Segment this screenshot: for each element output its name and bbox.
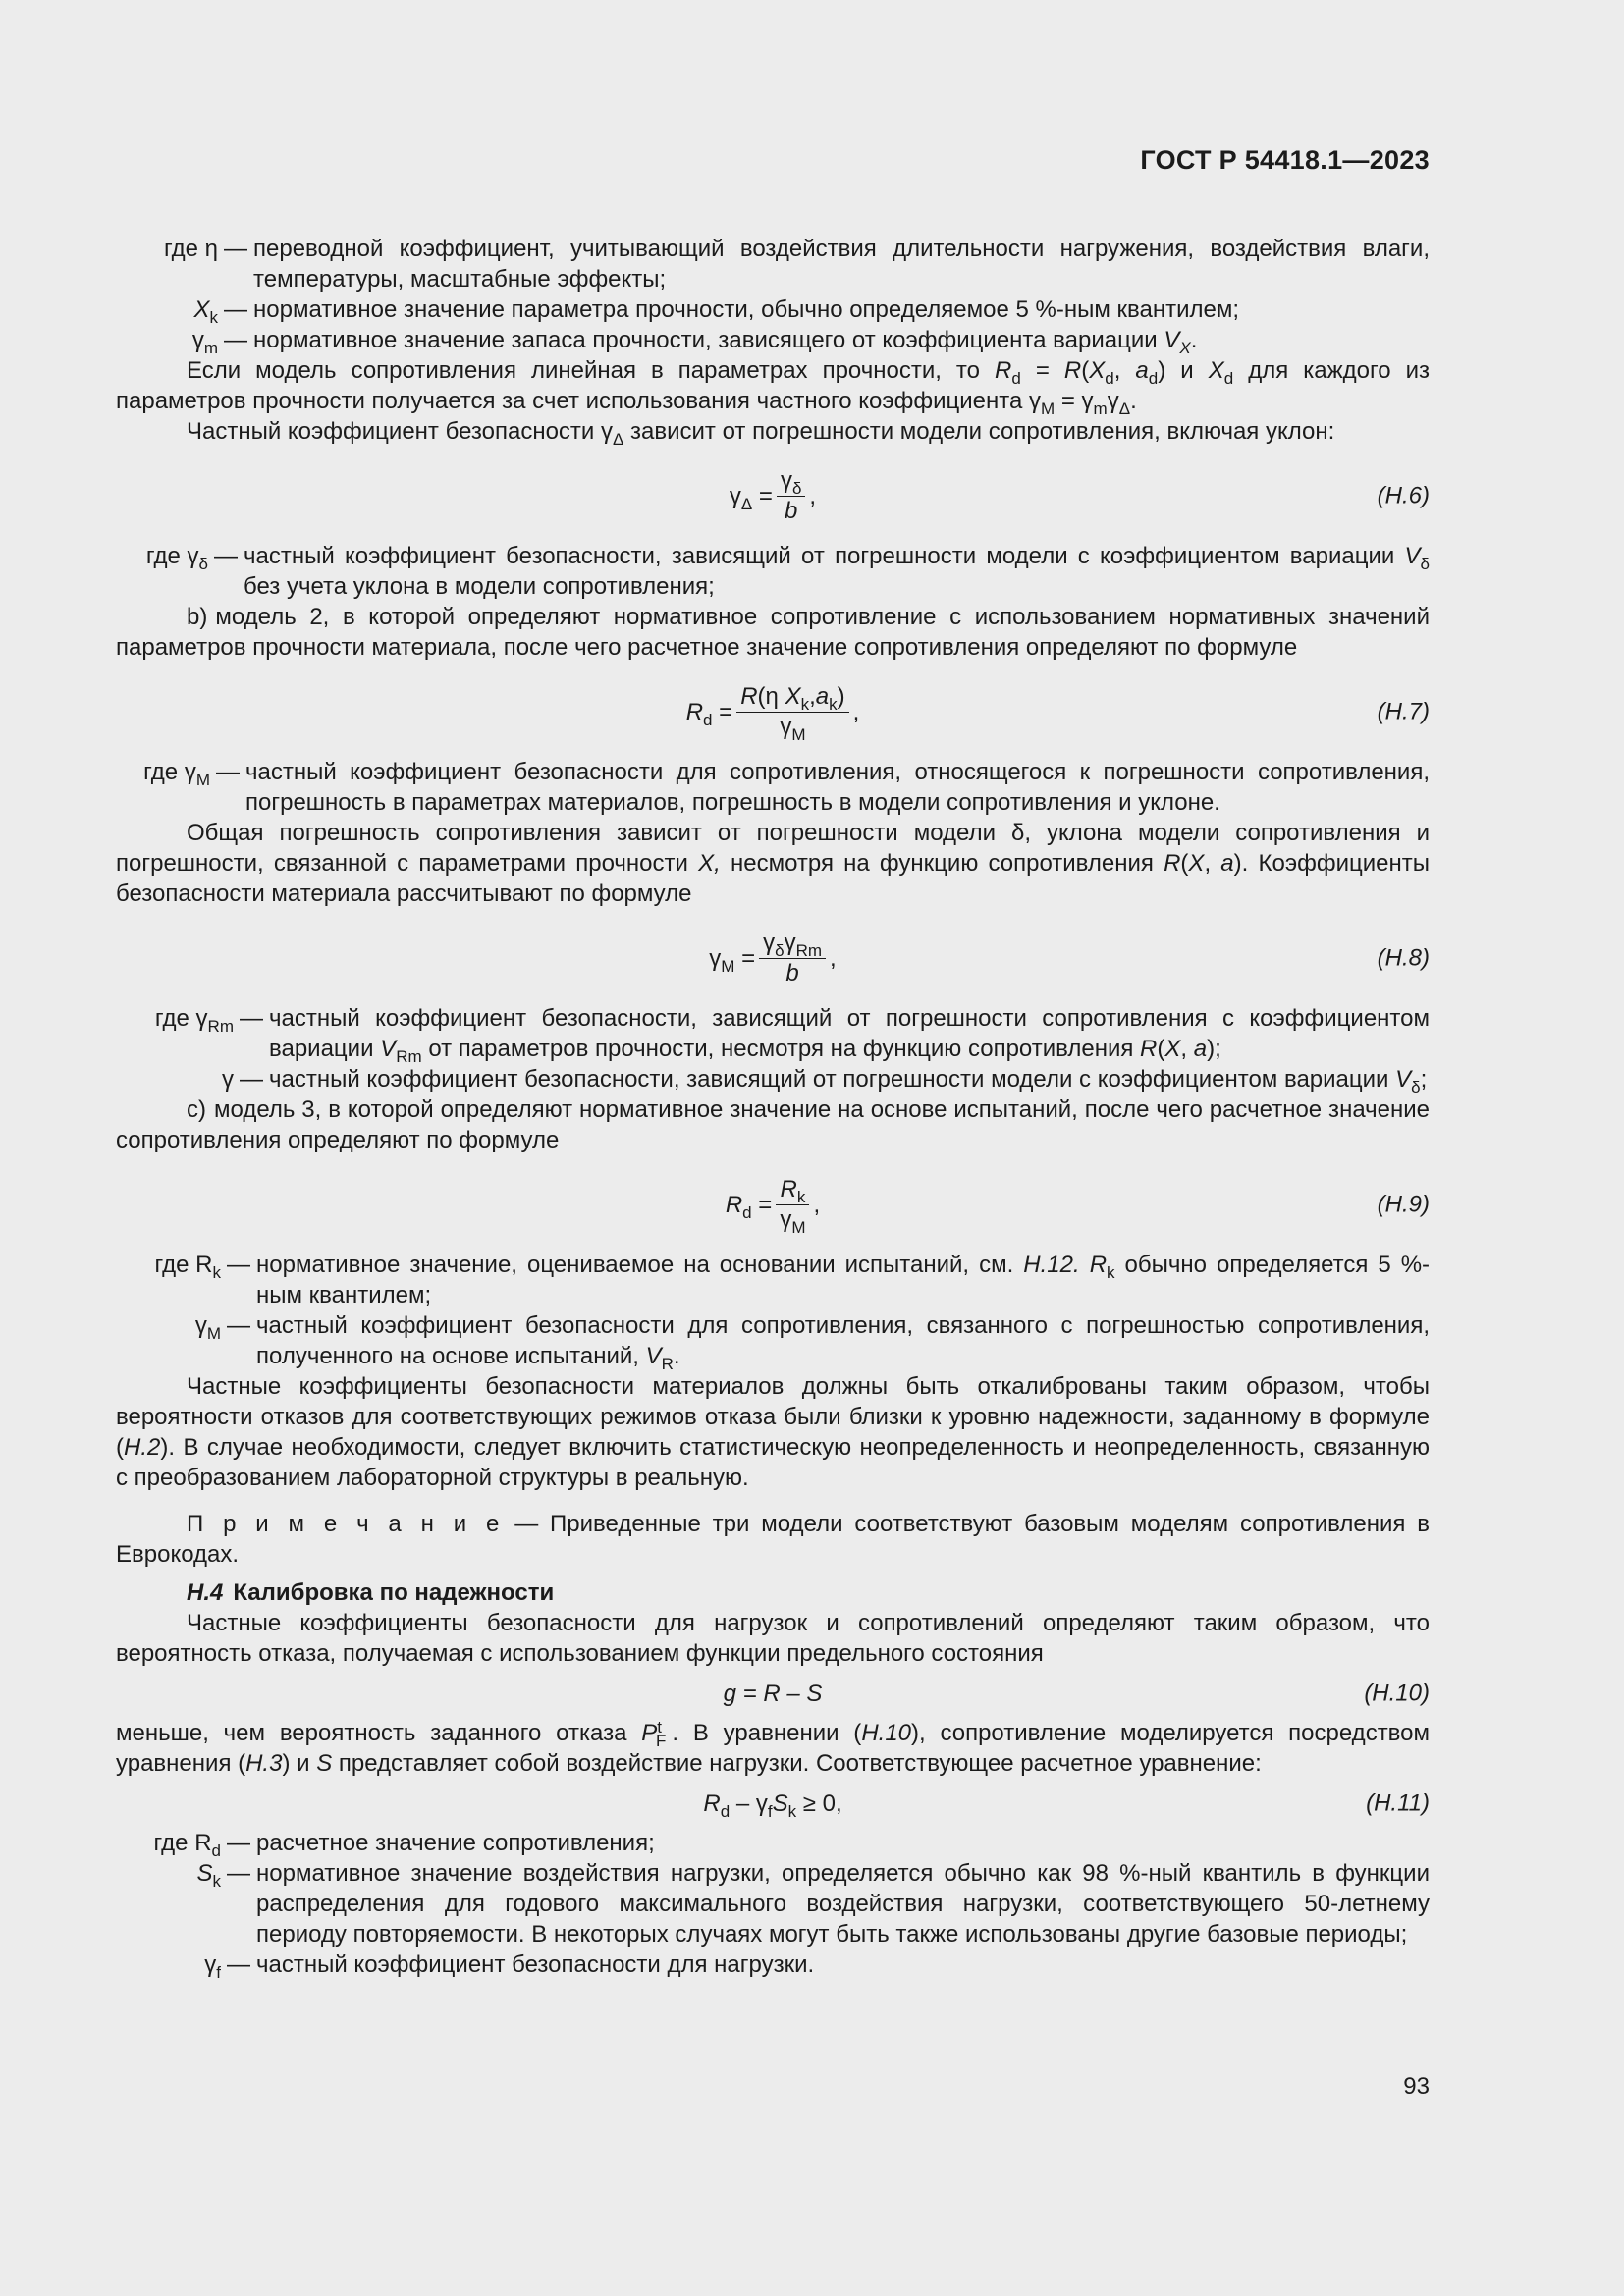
formula-h8: $\gamma_M$ = $\frac{\gamma_\delta\gamma_{Rm}}{b}$ , (H.8): [709, 929, 1430, 987]
definition-text: расчетное значение сопротивления;: [256, 1830, 655, 1856]
formula-number: (H.8): [1377, 944, 1430, 972]
paragraph-gamma-delta: Частный коэффициент безопасности $\gamma_\Delta$ зависит от погрешности модели сопротивления, включая уклон:: [187, 418, 1335, 449]
definition-term: $X_k$: [193, 296, 218, 327]
definition-xk: $X_k$ — нормативное значение параметра прочности, обычно определяемое 5 %-ным квантилем;: [116, 294, 1430, 325]
formula-h9: $R_d$ = $\frac{R_k}{\gamma_M}$ , (H.9): [725, 1175, 1430, 1237]
formula-number: (H.7): [1377, 698, 1430, 725]
section-heading: [187, 1577, 1430, 1608]
definition-rk: где $R_k$ — нормативное значение, оцениваемое на основании испытаний, см. H.12. $R_k$ обычно определяется 5 %-ным квантилем;: [116, 1250, 1430, 1310]
definition-term: $\gamma_M$: [194, 1312, 221, 1343]
note-label: П р и м е ч а н и е: [187, 1511, 504, 1537]
definition-text: нормативное значение воздействия нагрузки, определяется обычно как 98 %-ный квантиль в функции распределения для годового максимального воздействия нагрузки, соответствующего 50-летнему периоду повторяемости. В некоторых случаях могут быть также использованы другие базовые периоды;: [256, 1860, 1430, 1948]
definition-gamma-M-tests: $\gamma_M$ — частный коэффициент безопасности для сопротивления, связанного с погрешностью сопротивления, полученного на основе испытаний, $V_R$.: [116, 1310, 1430, 1371]
formula-number: (H.6): [1377, 482, 1430, 509]
definition-text: переводной коэффициент, учитывающий воздействия длительности нагружения, воздействия влаги, температуры, масштабные эффекты;: [253, 236, 1430, 293]
definition-gamma-M: где $\gamma_M$ — частный коэффициент безопасности для сопротивления, относящегося к погрешности сопротивления, погрешность в параметрах материалов, погрешность в модели сопротивления и уклоне.: [116, 757, 1430, 818]
paragraph-probability: меньше, чем вероятность заданного отказа $P_{tF}$ . В уравнении (H.10), сопротивление моделируется посредством уравнения (H.3) и S представляет собой воздействие нагрузки. Соответствующее расчетное уравнение:: [116, 1717, 1431, 1777]
definition-term: γ: [222, 1066, 234, 1093]
definition-text: нормативное значение запаса прочности, зависящего от коэффициента вариации $V_X$.: [253, 327, 1198, 357]
formula-h11: $R_d - \gamma_fS_k \ge 0$, (H.11): [703, 1789, 1430, 1821]
definition-term: $\gamma_m$: [191, 327, 218, 357]
page-body: [116, 234, 1430, 1980]
definition-gamma-f: $\gamma_f$ — частный коэффициент безопасности для нагрузки.: [116, 1949, 1430, 1980]
definition-text: частный коэффициент безопасности для нагрузки.: [256, 1951, 815, 1978]
page-number: 93: [1403, 2073, 1430, 2100]
definition-gamma-m: $\gamma_m$ — нормативное значение запаса прочности, зависящего от коэффициента вариации $V_X$.: [116, 325, 1430, 355]
definition-term: где $\gamma_\delta$: [145, 543, 208, 573]
definition-rd: где $R_d$ — расчетное значение сопротивления;: [116, 1828, 1430, 1858]
definition-term: $\gamma_f$: [204, 1951, 221, 1982]
definition-term: где η: [163, 236, 218, 262]
section-title: Калибровка по надежности: [233, 1579, 555, 1606]
definition-gamma-rm: где $\gamma_{Rm}$ — частный коэффициент безопасности, зависящий от погрешности сопротивления с коэффициентом вариации $V_{Rm}$ от параметров прочности, несмотря на функцию сопротивления R(X, a);: [116, 1003, 1430, 1064]
note: [116, 1509, 1430, 1570]
formula-h6: $\gamma_\Delta$ = $\frac{\gamma_\delta}{b}$ , (H.6): [729, 466, 1430, 524]
definition-text: частный коэффициент безопасности, зависящий от погрешности модели с коэффициентом вариации $V_\delta$;: [269, 1066, 1428, 1096]
paragraph-calibration: Частные коэффициенты безопасности материалов должны быть откалиброваны таким образом, чтобы вероятности отказов для соответствующих режимов отказа были близки к уровню надежности, заданному в формуле (H.2). В случае необходимости, следует включить статистическую неопределенность и неопределенность, связанную с преобразованием лабораторной структуры в реальную.: [116, 1373, 1430, 1491]
definition-text: нормативное значение, оцениваемое на основании испытаний, см. H.12. $R_k$ обычно определяется 5 %-ным квантилем;: [256, 1252, 1431, 1308]
formula-number: (H.9): [1377, 1191, 1430, 1218]
definition-text: частный коэффициент безопасности для сопротивления, связанного с погрешностью сопротивления, полученного на основе испытаний, $V_R$.: [256, 1312, 1430, 1373]
definition-term: где $R_d$: [153, 1830, 221, 1860]
definition-eta: где η — переводной коэффициент, учитывающий воздействия длительности нагружения, воздействия влаги, температуры, масштабные эффекты;: [116, 234, 1430, 294]
definition-sk: $S_k$ — нормативное значение воздействия нагрузки, определяется обычно как 98 %-ный квантиль в функции распределения для годового максимального воздействия нагрузки, соответствующего 50-летнему периоду повторяемости. В некоторых случаях могут быть также использованы другие базовые периоды;: [116, 1858, 1430, 1949]
list-item-b: b) модель 2, в которой определяют нормативное сопротивление с использованием нормативных значений параметров прочности материала, после чего расчетное значение сопротивления определяют по формуле: [116, 604, 1430, 661]
formula-number: (H.10): [1364, 1680, 1430, 1707]
note-text: — Приведенные три модели соответствуют базовым моделям сопротивления в Еврокодах.: [116, 1511, 1430, 1568]
definition-text: частный коэффициент безопасности для сопротивления, относящегося к погрешности сопротивления, погрешность в параметрах материалов, погрешность в модели сопротивления и уклоне.: [245, 759, 1430, 816]
definition-gamma: γ — частный коэффициент безопасности, зависящий от погрешности модели с коэффициентом вариации $V_\delta$;: [116, 1064, 1430, 1095]
definition-text: частный коэффициент безопасности, зависящий от погрешности сопротивления с коэффициентом вариации $V_{Rm}$ от параметров прочности, несмотря на функцию сопротивления R(X, a);: [269, 1005, 1430, 1066]
definition-term: $S_k$: [196, 1860, 221, 1891]
definition-term: где $\gamma_M$: [143, 759, 210, 789]
list-item-c: c) модель 3, в которой определяют нормативное значение на основе испытаний, после чего расчетное значение сопротивления определяют по формуле: [116, 1096, 1430, 1153]
definition-gamma-delta: где $\gamma_\delta$ — частный коэффициент безопасности, зависящий от погрешности модели с коэффициентом вариации $V_\delta$ без учета уклона в модели сопротивления;: [116, 541, 1430, 602]
formula-h10: g = R – S (H.10): [723, 1680, 1430, 1707]
formula-h7: $R_d$ = $\frac{R(\eta X_k,a_k)}{\gamma_M}$ , (H.7): [685, 682, 1430, 744]
paragraph-linear-model: Если модель сопротивления линейная в параметрах прочности, то $R_d = R(X_d$, $a_d$) и $X_d$ для каждого из параметров прочности получается за счет использования частного коэффициента $\gamma_M = \gamma_m\gamma_\Delta$.: [116, 357, 1431, 418]
formula-number: (H.11): [1366, 1789, 1430, 1817]
section-number: H.4: [187, 1579, 224, 1606]
definition-term: где $R_k$: [154, 1252, 221, 1282]
definition-term: где $\gamma_{Rm}$: [154, 1005, 234, 1036]
paragraph-total-error: Общая погрешность сопротивления зависит от погрешности модели δ, уклона модели сопротивления и погрешности, связанной с параметрами прочности X, несмотря на функцию сопротивления R(X, a). Коэффициенты безопасности материала рассчитывают по формуле: [116, 820, 1430, 907]
document-code-header: ГОСТ Р 54418.1—2023: [1140, 145, 1430, 175]
definition-text: частный коэффициент безопасности, зависящий от погрешности модели с коэффициентом вариации $V_\delta$ без учета уклона в модели сопротивления;: [244, 543, 1430, 600]
definition-text: нормативное значение параметра прочности, обычно определяемое 5 %-ным квантилем;: [253, 296, 1240, 323]
paragraph-limit-state: Частные коэффициенты безопасности для нагрузок и сопротивлений определяют таким образом, что вероятность отказа, получаемая с использованием функции предельного состояния: [116, 1610, 1430, 1667]
